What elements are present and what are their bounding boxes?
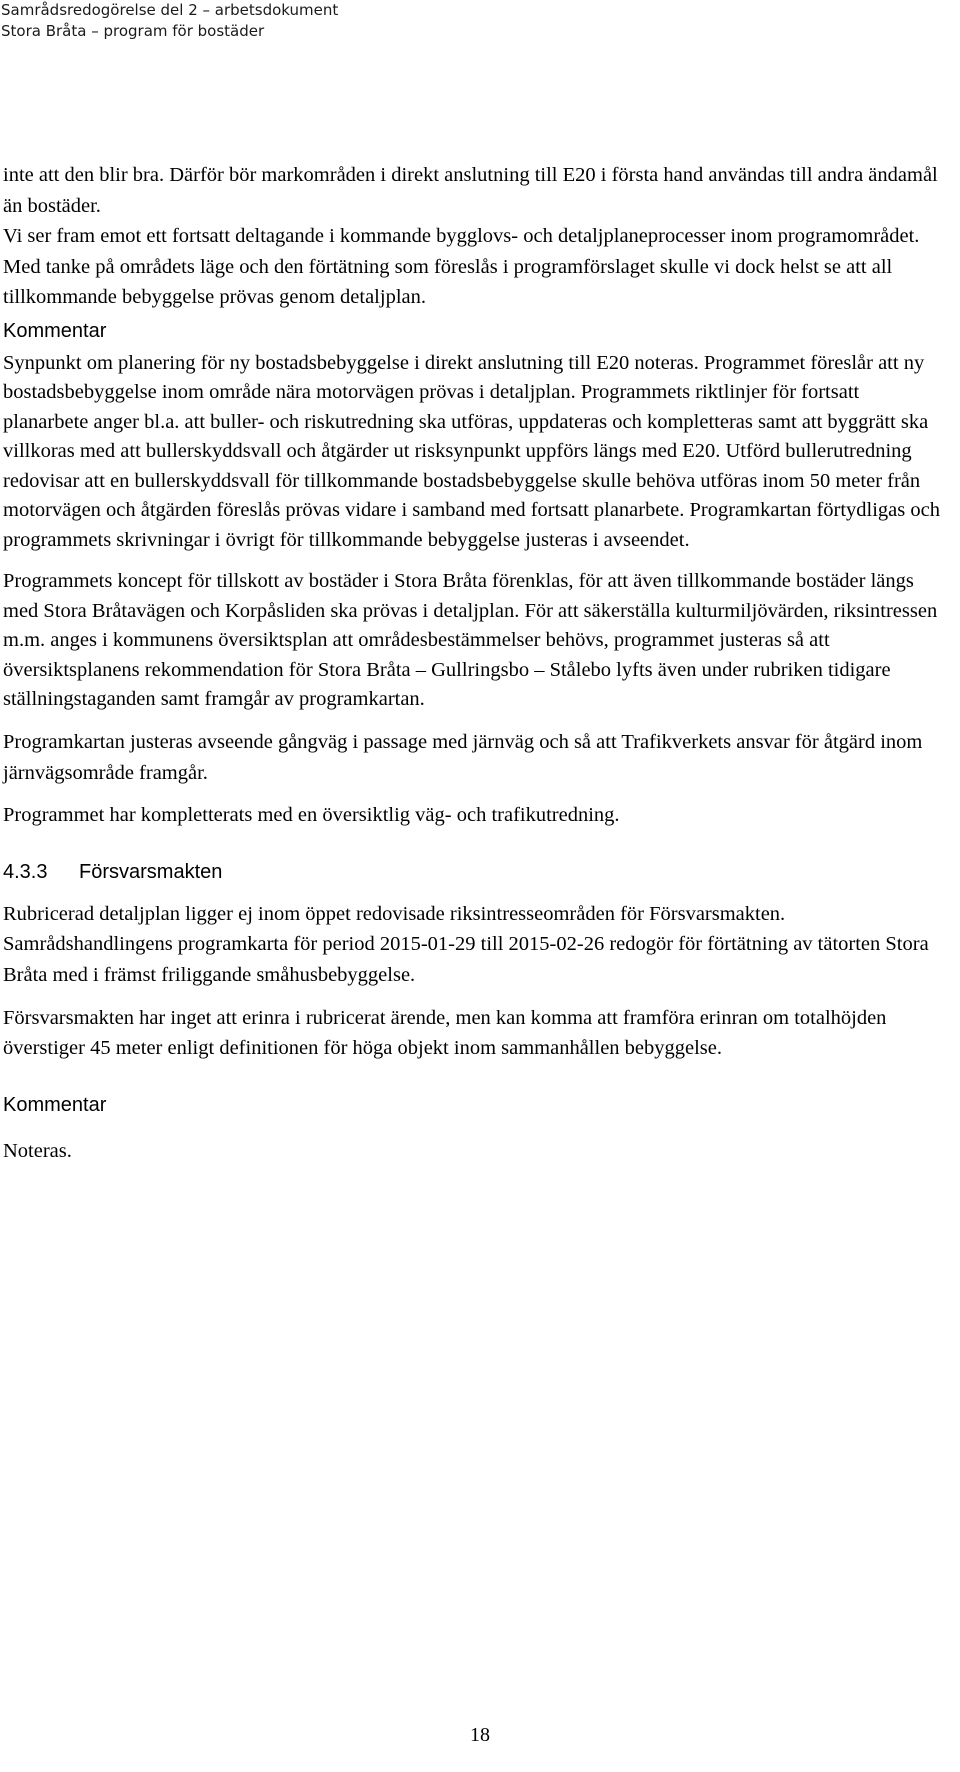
paragraph: Programmet har kompletterats med en översiktlig väg- och trafikutredning. bbox=[3, 804, 620, 827]
section-title: Försvarsmakten bbox=[79, 860, 223, 883]
comment-heading: Kommentar bbox=[3, 319, 107, 342]
document-body bbox=[3, 160, 941, 1166]
header-document-title: Samrådsredogörelse del 2 – arbetsdokument bbox=[1, 1, 339, 19]
paragraph: Programmets koncept för tillskott av bostäder i Stora Bråta förenklas, för att även tillkommande bostäder längs med Stora Bråtavägen och Korpåsliden ska prövas i detaljplan. För att säkerställa kulturmiljövärden, riksintressen m.m. anges i kommunens översiktsplan att områdesbestämmelser behövs, programmet justeras så att översiktsplanens rekommendation för Stora Bråta – Gullringsbo – Stålebo lyfts även under rubriken tidigare ställningstaganden samt framgår av programkartan. bbox=[3, 570, 938, 711]
comment-heading: Kommentar bbox=[3, 1093, 107, 1116]
page-number: 18 bbox=[470, 1724, 490, 1746]
paragraph: Rubricerad detaljplan ligger ej inom öppet redovisade riksintresseområden för Försvarsmakten. Samrådshandlingens programkarta för period 2015-01-29 till 2015-02-26 redogör för förtätning av tätorten Stora Bråta med i främst friliggande småhusbebyggelse. bbox=[3, 902, 929, 986]
paragraph: Noteras. bbox=[3, 1139, 72, 1162]
paragraph: Programkartan justeras avseende gångväg i passage med järnväg och så att Trafikverkets ansvar för åtgärd inom järnvägsområde framgår. bbox=[3, 730, 923, 784]
running-header bbox=[1, 0, 338, 42]
paragraph: Vi ser fram emot ett fortsatt deltagande i kommande bygglovs- och detaljplaneprocesser inom programområdet. Med tanke på områdets läge och den förtätning som föreslås i programförslaget skulle vi dock helst se att all tillkommande bebyggelse prövas genom detaljplan. bbox=[3, 225, 920, 309]
paragraph: Försvarsmakten har inget att erinra i rubricerat ärende, men kan komma att framföra erinran om totalhöjden överstiger 45 meter enligt definitionen för höga objekt inom sammanhållen bebyggelse. bbox=[3, 1006, 887, 1060]
paragraph: Synpunkt om planering för ny bostadsbebyggelse i direkt anslutning till E20 noteras. Programmet föreslår att ny bostadsbebyggelse inom område nära motorvägen prövas i detaljplan. Programmets riktlinjer för fortsatt planarbete anger bl.a. att buller- och riskutredning ska utföras, uppdateras och kompletteras samt att byggrätt ska villkoras med att bullerskyddsvall och åtgärder ut risksynpunkt uppförs längs med E20. Utförd bullerutredning redovisar att en bullerskyddsvall för tillkommande bostadsbebyggelse skulle behöva utföras inom 50 meter från motorvägen och åtgärden föreslås prövas vidare i samband med fortsatt planarbete. Programkartan förtydligas och programmets skrivningar i övrigt för tillkommande bebyggelse justeras i avseendet. bbox=[3, 351, 940, 551]
paragraph: inte att den blir bra. Därför bör markområden i direkt anslutning till E20 i första hand användas till andra ändamål än bostäder. bbox=[3, 164, 938, 217]
header-document-subtitle: Stora Bråta – program för bostäder bbox=[1, 22, 265, 40]
section-number: 4.3.3 bbox=[3, 860, 48, 883]
section-heading bbox=[3, 857, 941, 887]
